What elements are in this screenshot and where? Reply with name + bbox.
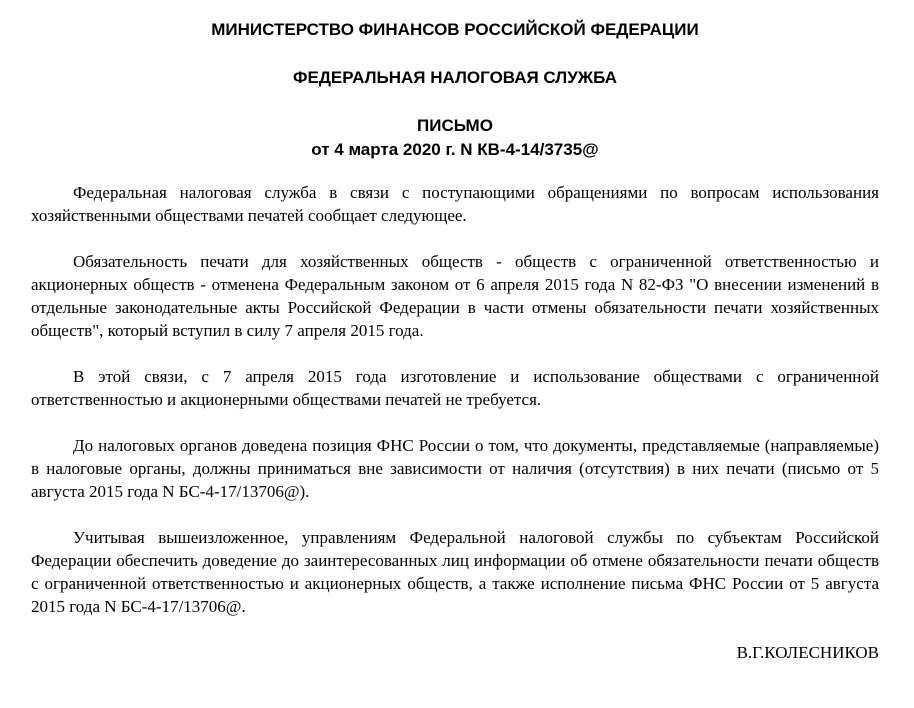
paragraph: Федеральная налоговая служба в связи с поступающими обращениями по вопросам использования хозяйственными обществами печатей сообщает следующее. — [31, 183, 879, 225]
document-date-number: от 4 марта 2020 г. N КВ-4-14/3735@ — [311, 140, 599, 159]
document-page — [31, 18, 879, 664]
paragraph: Обязательность печати для хозяйственных обществ - обществ с ограниченной ответственностью и акционерных обществ - отменена Федеральным законом от 6 апреля 2015 года N 82-ФЗ "О внесении изменений в отдельные законодательные акты Российской Федерации в части отмены обязательности печати хозяйственных обществ", который вступил в силу 7 апреля 2015 года. — [31, 252, 879, 340]
signature: В.Г.КОЛЕСНИКОВ — [736, 643, 879, 662]
letter-body — [31, 181, 879, 618]
paragraph: До налоговых органов доведена позиция ФНС России о том, что документы, представляемые (направляемые) в налоговые органы, должны приниматься вне зависимости от наличия (отсутствия) в них печати (письмо от 5 августа 2015 года N БС-4-17/13706@). — [31, 436, 879, 501]
paragraph: В этой связи, с 7 апреля 2015 года изготовление и использование обществами с ограниченной ответственностью и акционерными обществами печатей не требуется. — [31, 367, 879, 409]
ministry-heading: МИНИСТЕРСТВО ФИНАНСОВ РОССИЙСКОЙ ФЕДЕРАЦИИ — [211, 20, 699, 39]
paragraph: Учитывая вышеизложенное, управлениям Федеральной налоговой службы по субъектам Российской Федерации обеспечить доведение до заинтересованных лиц информации об отмене обязательности печати обществ с ограниченной ответственностью и акционерных обществ, а также исполнение письма ФНС России от 5 августа 2015 года N БС-4-17/13706@. — [31, 528, 879, 616]
document-type-heading: ПИСЬМО — [417, 116, 493, 135]
service-heading: ФЕДЕРАЛЬНАЯ НАЛОГОВАЯ СЛУЖБА — [292, 68, 618, 87]
